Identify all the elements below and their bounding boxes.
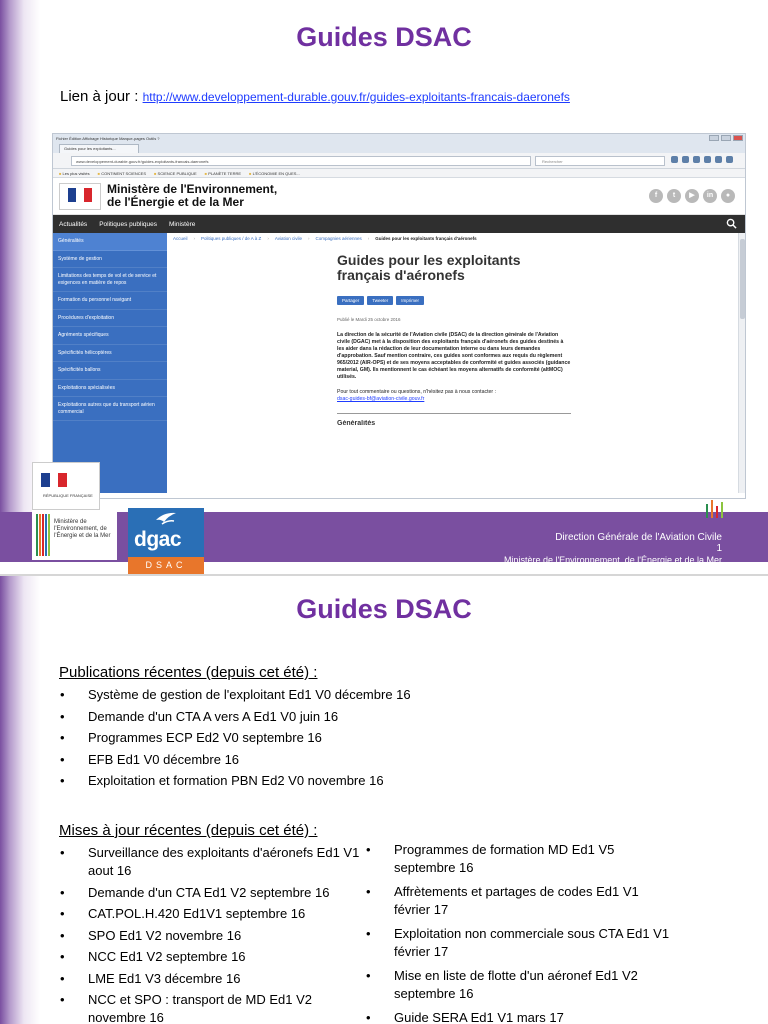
breadcrumb-item[interactable]: Aviation civile	[274, 236, 302, 241]
bookmark-item[interactable]: ■ Les plus visités	[59, 169, 90, 177]
update-item: • Surveillance des exploitants d'aéronefs Ed1 V1 aout 16	[60, 844, 360, 880]
dgac-logo	[128, 508, 204, 564]
side-menu-item[interactable]: Exploitations autres que du transport aérien commercial	[53, 397, 167, 421]
side-menu-item[interactable]: Spécificités hélicoptères	[53, 345, 167, 363]
breadcrumb-separator-icon: ›	[367, 236, 370, 241]
republique-caption: RÉPUBLIQUE FRANÇAISE	[43, 493, 93, 498]
republique-francaise-logo	[32, 462, 100, 510]
menu-icon[interactable]	[726, 156, 733, 163]
browser-toolbar	[53, 153, 745, 169]
update-item: • LME Ed1 V3 décembre 16	[60, 970, 360, 988]
side-menu-item[interactable]: Généralités	[53, 233, 167, 251]
article-title-line1: Guides pour les exploitants	[337, 252, 521, 268]
footer-dgac-name: Direction Générale de l'Aviation Civile	[555, 532, 722, 543]
window-controls	[709, 135, 743, 141]
update-item: • SPO Ed1 V2 novembre 16	[60, 927, 360, 945]
breadcrumb-item[interactable]: Accueil	[173, 236, 188, 241]
side-menu-item[interactable]: Système de gestion	[53, 251, 167, 269]
browser-tab[interactable]: Guides pour les exploitants...	[59, 144, 139, 153]
article-body: La direction de la sécurité de l'Aviation civile (DSAC) de la direction générale de l'Aviation civile (DGAC) met à la disposition des exploitants français d'aéronefs des guides destinés à les aider dans la rédaction de leur documentation interne ou dans leurs demandes d'approbation. Sauf mention contraire, ces guides sont conformes aux requis du règlement 965/2012 (AIR-OPS) et de ses moyens acceptables de conformité et guides associés (guidance material, GM). Ils mentionnent le cas échéant les moyens alternatifs de conformité (altMOC) utilisés.	[337, 332, 571, 380]
browser-search-input[interactable]: Rechercher	[535, 156, 665, 166]
guides-url-link[interactable]: http://www.developpement-durable.gouv.fr/guides-exploitants-francais-daeronefs	[142, 90, 570, 104]
update-item: • Programmes de formation MD Ed1 V5 septembre 16	[366, 841, 676, 877]
nav-item-actualites[interactable]: Actualités	[59, 220, 88, 228]
browser-tool-icons	[671, 156, 733, 163]
updates-list-left	[60, 844, 360, 1024]
update-item: • Demande d'un CTA Ed1 V2 septembre 16	[60, 884, 360, 902]
share-buttons	[337, 296, 571, 305]
print-button[interactable]: Imprimer	[396, 296, 424, 305]
page-number: 1	[716, 543, 722, 554]
linkedin-icon[interactable]: in	[703, 189, 717, 203]
search-icon[interactable]	[726, 218, 737, 229]
contact-text: Pour tout commentaire ou questions, n'hésitez pas à nous contacter :	[337, 389, 497, 395]
republique-logo[interactable]	[59, 183, 101, 210]
page-scrollbar[interactable]	[738, 233, 745, 493]
dsac-label: DSAC	[128, 557, 204, 574]
contact-email-link[interactable]: dsac-guides-bf@aviation-civile.gouv.fr	[337, 396, 425, 402]
dgac-logo-text: dgac	[134, 528, 182, 551]
update-item: • Mise en liste de flotte d'un aéronef Ed1 V2 septembre 16	[366, 967, 676, 1003]
side-menu-item[interactable]: Spécificités ballons	[53, 362, 167, 380]
published-date: Publié le Mardi 25 octobre 2016	[337, 317, 401, 322]
updates-list-right	[366, 841, 676, 1024]
home-icon[interactable]	[715, 156, 722, 163]
side-menu	[53, 233, 167, 493]
slide-left-band	[0, 576, 40, 1024]
ministry-logo-text: Ministère de l'Environnement, de l'Énergie et de la Mer	[54, 519, 111, 539]
update-item: • Exploitation non commerciale sous CTA Ed1 V1 février 17	[366, 925, 676, 961]
next-section-heading: Généralités	[337, 420, 376, 426]
article-contact	[337, 389, 571, 403]
publication-item: • Demande d'un CTA A vers A Ed1 V0 juin 16	[60, 708, 620, 726]
share-facebook-button[interactable]: Partager	[337, 296, 364, 305]
browser-menu-items[interactable]: Fichier Édition Affichage Historique Marque-pages Outils ?	[56, 136, 160, 141]
browser-menu-bar	[53, 134, 745, 143]
breadcrumb	[173, 236, 477, 241]
nav-item-ministere[interactable]: Ministère	[169, 220, 196, 228]
update-item: • Affrètements et partages de codes Ed1 V1 février 17	[366, 883, 676, 919]
minimize-icon[interactable]	[709, 135, 719, 141]
twitter-icon[interactable]: t	[667, 189, 681, 203]
breadcrumb-separator-icon: ›	[308, 236, 310, 241]
publication-item: • EFB Ed1 V0 décembre 16	[60, 751, 620, 769]
side-menu-item[interactable]: Formation du personnel navigant	[53, 292, 167, 310]
french-flag-icon	[68, 188, 92, 202]
site-name-line2: de l'Énergie et de la Mer	[107, 195, 244, 209]
update-item: • NCC Ed1 V2 septembre 16	[60, 948, 360, 966]
side-menu-item[interactable]: Agréments spécifiques	[53, 327, 167, 345]
ministry-logo	[32, 510, 117, 560]
updated-link-line	[60, 88, 570, 105]
facebook-icon[interactable]: f	[649, 189, 663, 203]
bookmark-item[interactable]: ■ L'ÉCONOMIE EN QUES...	[249, 169, 300, 177]
site-body	[53, 233, 745, 493]
scrollbar-thumb[interactable]	[740, 239, 745, 319]
address-bar[interactable]: www.developpement-durable.gouv.fr/guides-exploitants-francais-daeronefs	[71, 156, 531, 166]
slide-title: Guides DSAC	[296, 594, 472, 624]
share-twitter-button[interactable]: Tweeter	[367, 296, 393, 305]
publications-list	[60, 686, 620, 794]
link-label: Lien à jour :	[60, 88, 143, 105]
side-menu-item[interactable]: Exploitations spécialisées	[53, 380, 167, 398]
star-icon[interactable]	[671, 156, 678, 163]
article	[337, 253, 571, 426]
bookmark-item[interactable]: ■ CONTINENT SCIENCES	[98, 169, 146, 177]
publications-heading: Publications récentes (depuis cet été) :	[59, 664, 318, 681]
marianne-flag-icon	[41, 473, 67, 487]
bookmark-item[interactable]: ■ SCIENCE PUBLIQUE	[154, 169, 197, 177]
breadcrumb-item[interactable]: Politiques publiques / de A à Z	[201, 236, 262, 241]
slide-2	[0, 576, 768, 1024]
youtube-icon[interactable]: ▶	[685, 189, 699, 203]
breadcrumb-separator-icon: ›	[193, 236, 196, 241]
site-name-line1: Ministère de l'Environnement,	[107, 182, 278, 196]
flickr-icon[interactable]: ●	[721, 189, 735, 203]
social-links	[649, 189, 735, 203]
side-menu-item[interactable]: Procédures d'exploitation	[53, 310, 167, 328]
breadcrumb-item: Guides pour les exploitants français d'aéronefs	[375, 236, 477, 241]
publication-item: • Exploitation et formation PBN Ed2 V0 novembre 16	[60, 772, 620, 790]
slide-title: Guides DSAC	[296, 22, 472, 52]
side-menu-item[interactable]: Limitations des temps de vol et de service et exigences en matière de repos	[53, 268, 167, 292]
breadcrumb-separator-icon: ›	[267, 236, 269, 241]
publication-item: • Système de gestion de l'exploitant Ed1 V0 décembre 16	[60, 686, 620, 704]
bookmark-item[interactable]: ■ PLANÈTE TERRE	[205, 169, 241, 177]
update-item: • Guide SERA Ed1 V1 mars 17	[366, 1009, 676, 1024]
site-name[interactable]	[107, 183, 277, 209]
publication-item: • Programmes ECP Ed2 V0 septembre 16	[60, 729, 620, 747]
download-icon[interactable]	[704, 156, 711, 163]
article-title-line2: français d'aéronefs	[337, 267, 465, 283]
site-nav	[53, 215, 745, 233]
lock-icon[interactable]	[693, 156, 700, 163]
browser-screenshot	[52, 133, 746, 499]
browser-tab-strip	[53, 143, 745, 153]
reading-list-icon[interactable]	[682, 156, 689, 163]
decorative-lines-icon	[706, 500, 728, 518]
slide-left-band	[0, 0, 40, 512]
nav-item-politiques[interactable]: Politiques publiques	[99, 220, 158, 228]
close-icon[interactable]	[733, 135, 743, 141]
breadcrumb-item[interactable]: Compagnies aériennes	[315, 236, 362, 241]
updates-heading: Mises à jour récentes (depuis cet été) :	[59, 822, 318, 839]
ministry-bars-icon	[36, 514, 50, 556]
article-title	[337, 253, 571, 283]
update-item: • NCC et SPO : transport de MD Ed1 V2 novembre 16	[60, 991, 360, 1024]
update-item: • CAT.POL.H.420 Ed1V1 septembre 16	[60, 905, 360, 923]
footer-ministry-name: Ministère de l'Environnement, de l'Énergie et de la Mer	[503, 555, 722, 565]
article-divider	[337, 413, 571, 414]
maximize-icon[interactable]	[721, 135, 731, 141]
bookmarks-bar	[53, 169, 745, 178]
dgac-bird-icon	[154, 510, 178, 528]
site-header	[53, 178, 745, 215]
